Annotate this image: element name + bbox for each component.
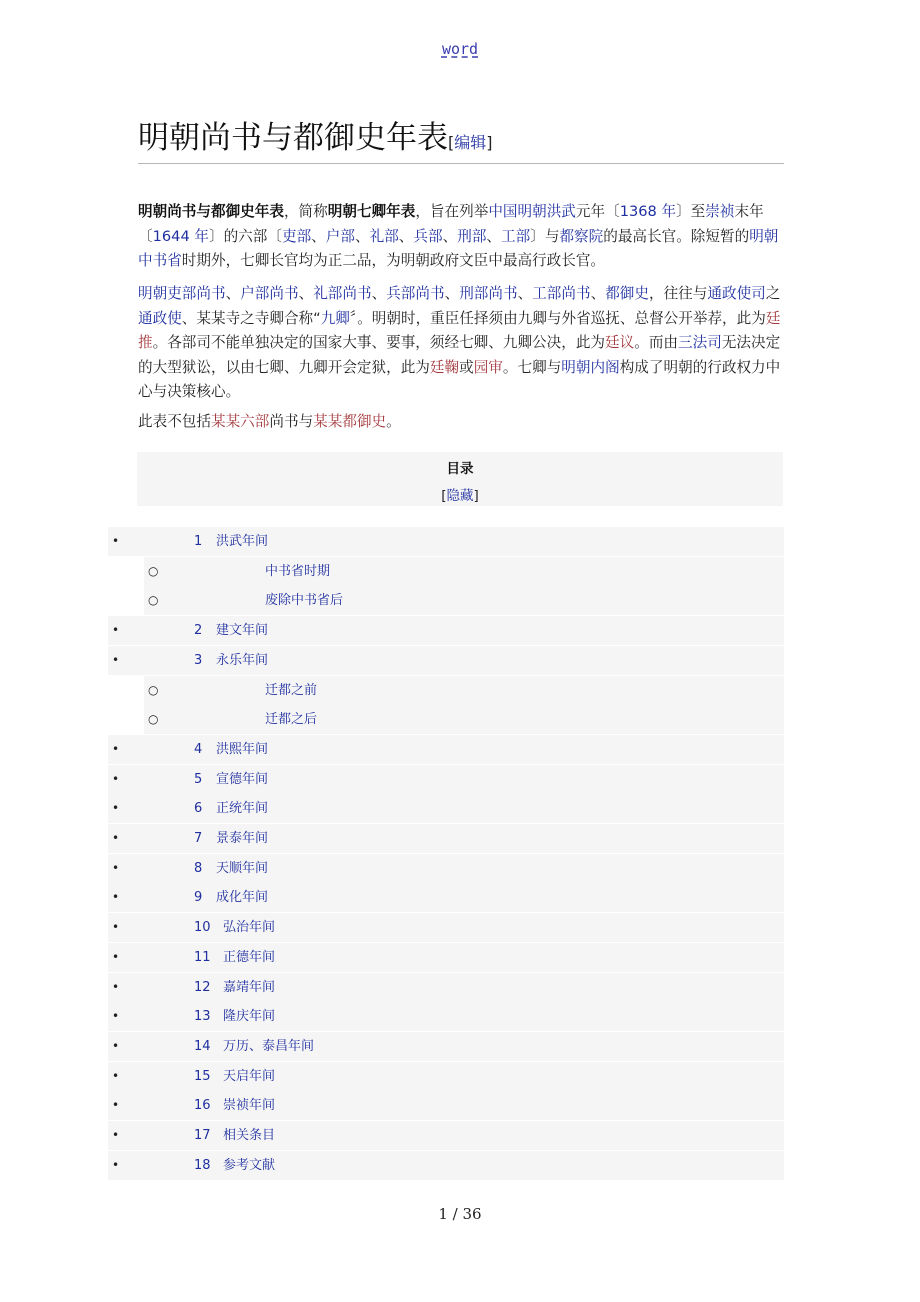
paragraph-text: 构成了明朝的行政权力中心与决策核心。 — [138, 358, 781, 400]
inline-link[interactable]: 1644 年 — [152, 227, 209, 245]
toc-row-background — [108, 616, 784, 645]
toc-number: 5 — [194, 771, 203, 787]
toc-item[interactable] — [108, 616, 784, 645]
toc-hide-link[interactable]: 隐藏 — [446, 488, 474, 504]
paragraph-text: 、 — [442, 227, 458, 245]
paragraph-text: 、 — [354, 227, 370, 245]
bullet-icon: • — [112, 1038, 120, 1053]
paragraph-text: 之 — [765, 285, 781, 302]
inline-link[interactable]: 三法司 — [678, 334, 722, 351]
toc-row-background — [144, 557, 784, 586]
paragraph-text: 〕的六部〔 — [208, 227, 282, 245]
toc-number: 12 — [194, 979, 211, 995]
paragraph-text: 此表不包括 — [138, 413, 211, 430]
bullet-icon: • — [112, 1068, 120, 1083]
paragraph-text: 、 — [486, 227, 502, 245]
edit-bracket-close: ] — [486, 133, 493, 152]
paragraph-text: 时期外，七卿长官均为正二品，为明朝政府文臣中最高行政长官。 — [181, 252, 606, 269]
inline-link[interactable]: 兵部尚书 — [386, 285, 445, 302]
inline-link[interactable]: 户部尚书 — [240, 285, 299, 302]
inline-link[interactable]: 礼部 — [369, 227, 399, 245]
toc-link[interactable]: 万历、泰昌年间 — [223, 1038, 315, 1054]
toc-link[interactable]: 嘉靖年间 — [223, 979, 276, 995]
paragraph-text: 、 — [311, 227, 326, 245]
toc-number: 11 — [194, 949, 211, 965]
paragraph-text: 、 — [517, 285, 533, 302]
bullet-icon: • — [112, 801, 120, 816]
paragraph-text: 。 — [386, 413, 401, 430]
inline-link[interactable]: 九卿 — [320, 309, 350, 327]
inline-link[interactable]: 崇祯 — [705, 203, 735, 220]
paragraph-text: 。各部司不能单独决定的国家大事、要事，须经七卿、九卿公决，此为 — [152, 334, 606, 351]
toc-row-background — [108, 794, 784, 823]
toc-row-background — [108, 735, 784, 764]
toc-item[interactable] — [108, 1091, 784, 1120]
toc-link[interactable]: 洪熙年间 — [216, 741, 269, 757]
exclusion-paragraph — [138, 410, 784, 435]
toc-row-background — [108, 646, 784, 675]
toc-item[interactable] — [108, 824, 784, 853]
inline-link[interactable]: 中国明朝洪武 — [488, 203, 576, 220]
inline-link[interactable]: 通政使 — [138, 309, 182, 327]
bullet-icon: • — [112, 920, 120, 935]
bullet-icon: • — [112, 860, 120, 875]
bullet-icon: • — [112, 1009, 120, 1024]
toc-number: 8 — [194, 860, 203, 876]
paragraph-text: 、 — [590, 285, 606, 302]
toc-link[interactable]: 洪武年间 — [216, 534, 269, 549]
toc-subitem[interactable] — [108, 705, 784, 734]
bullet-icon: • — [112, 979, 120, 994]
inline-link[interactable]: 都御史 — [605, 285, 649, 302]
paragraph-text: 或 — [459, 358, 474, 376]
toc-link[interactable]: 正德年间 — [223, 949, 276, 965]
inline-link[interactable]: 兵部 — [413, 227, 443, 245]
missing-page-link[interactable]: 某某六部 — [210, 413, 270, 430]
paragraph-text: 、 — [298, 285, 314, 302]
toc-number: 15 — [194, 1068, 211, 1084]
toc-item[interactable] — [108, 646, 784, 675]
edit-section — [448, 133, 493, 152]
paragraph-text: 。七卿与 — [502, 358, 562, 376]
paragraph-text: 尚书与 — [269, 413, 314, 430]
toc-link[interactable]: 建文年间 — [216, 623, 269, 639]
toc-number: 9 — [194, 890, 203, 906]
paragraph-text: 、 — [225, 285, 241, 302]
toc-number: 2 — [194, 623, 203, 639]
toc-number: 7 — [194, 831, 203, 846]
missing-page-link[interactable]: 某某都御史 — [313, 413, 387, 430]
toc-toggle — [137, 484, 783, 504]
missing-page-link[interactable]: 园审 — [473, 358, 503, 376]
toc-link[interactable]: 天顺年间 — [216, 860, 269, 876]
paragraph-text: 〕至 — [676, 203, 706, 220]
toc-item[interactable] — [108, 735, 784, 764]
toc-link[interactable]: 弘治年间 — [223, 920, 276, 936]
intro-paragraph — [138, 200, 784, 274]
toc-link[interactable]: 相关条目 — [223, 1128, 276, 1143]
bullet-icon: • — [112, 623, 120, 638]
paragraph-text: ，往往与 — [648, 285, 708, 302]
bullet-icon: • — [112, 831, 120, 845]
edit-link[interactable]: 编辑 — [454, 133, 487, 152]
toc-item[interactable] — [108, 1032, 784, 1061]
paragraph-text: ，简称 — [283, 203, 328, 220]
toc-link[interactable]: 废除中书省后 — [265, 593, 344, 609]
toc-link[interactable]: 隆庆年间 — [223, 1009, 276, 1025]
paragraph-text: 、 — [444, 285, 460, 302]
toc-row-background — [108, 765, 784, 794]
toc-item[interactable] — [108, 1121, 784, 1150]
toc-link[interactable]: 迁都之后 — [265, 712, 318, 728]
bold-term: 明朝七卿年表 — [327, 203, 416, 220]
toc-row-background — [108, 854, 784, 883]
header-word-link[interactable]: word — [441, 40, 479, 58]
toc-title: 目录 — [446, 461, 474, 477]
toc-item[interactable] — [108, 1151, 784, 1180]
toc-item[interactable] — [108, 883, 784, 912]
toc-row-background — [108, 527, 784, 556]
toc-item[interactable] — [108, 527, 784, 556]
toc-item[interactable] — [108, 943, 784, 972]
bullet-icon: • — [112, 890, 120, 905]
paragraph-text: 末年〔 — [138, 203, 764, 245]
nine-ministers-paragraph — [138, 282, 784, 405]
inline-link[interactable]: 礼部尚书 — [313, 285, 372, 302]
circle-bullet-icon: ○ — [148, 682, 159, 697]
inline-link[interactable]: 明朝中书省 — [138, 227, 779, 269]
toc-item[interactable] — [108, 973, 784, 1002]
inline-link[interactable]: 工部尚书 — [532, 285, 591, 302]
bullet-icon: • — [112, 1098, 120, 1113]
toc-number: 16 — [194, 1098, 211, 1114]
inline-link[interactable]: 明朝内阁 — [561, 358, 620, 376]
toc-link[interactable]: 中书省时期 — [265, 563, 331, 579]
toc-row-background — [144, 705, 784, 734]
missing-page-link[interactable]: 廷鞠 — [429, 358, 460, 376]
bullet-icon: • — [112, 741, 120, 756]
toc-row-background — [144, 676, 784, 705]
paragraph-text: 、某某寺之寺卿合称“ — [181, 309, 321, 327]
bullet-icon: • — [112, 1128, 120, 1142]
toc-toggle-close: ] — [473, 488, 479, 504]
toc-number: 10 — [194, 920, 211, 936]
paragraph-text: 、 — [371, 285, 387, 302]
toc-link[interactable]: 永乐年间 — [216, 652, 269, 668]
toc-row-background — [108, 883, 784, 912]
inline-link[interactable]: 刑部尚书 — [459, 285, 518, 302]
paragraph-text: 无法决定的大型狱讼，以由七卿、九卿开会定狱，此为 — [138, 334, 781, 376]
inline-link[interactable]: 吏部 — [281, 227, 312, 245]
circle-bullet-icon: ○ — [148, 593, 159, 608]
inline-link[interactable]: 户部 — [325, 227, 355, 245]
paragraph-text: 的最高长官。除短暂的 — [603, 227, 750, 245]
toc-link[interactable]: 迁都之前 — [265, 682, 318, 698]
toc-item[interactable] — [108, 794, 784, 823]
bullet-icon: • — [112, 949, 120, 964]
bullet-icon: • — [112, 534, 120, 548]
circle-bullet-icon: ○ — [148, 712, 159, 727]
bullet-icon: • — [112, 771, 120, 786]
toc-link[interactable]: 天启年间 — [223, 1068, 276, 1084]
toc-item[interactable] — [108, 1002, 784, 1031]
toc-item[interactable] — [108, 765, 784, 794]
toc-link[interactable]: 成化年间 — [216, 890, 269, 906]
toc-row-background — [108, 824, 784, 853]
paragraph-text: 。而由 — [634, 334, 679, 351]
toc-number: 18 — [194, 1157, 211, 1173]
toc-number: 6 — [194, 801, 203, 817]
toc-number: 4 — [194, 741, 203, 757]
circle-bullet-icon: ○ — [148, 563, 159, 578]
paragraph-text: 、 — [398, 227, 414, 245]
inline-link[interactable]: 明朝吏部尚书 — [138, 285, 226, 302]
inline-link[interactable]: 工部 — [501, 227, 531, 245]
toc-subitem[interactable] — [108, 586, 784, 615]
missing-page-link[interactable]: 廷议 — [605, 334, 635, 351]
toc-link[interactable]: 正统年间 — [216, 801, 269, 817]
inline-link[interactable]: 1368 年 — [619, 203, 677, 220]
toc-list — [108, 527, 784, 1177]
toc-subitem[interactable] — [108, 676, 784, 705]
toc-toggle-open: [ — [441, 488, 447, 504]
page-title: 明朝尚书与都御史年表 — [138, 120, 448, 156]
paragraph-text: 〕与 — [530, 227, 560, 245]
toc-link[interactable]: 宣德年间 — [216, 771, 269, 787]
inline-link[interactable]: 通政使司 — [707, 285, 766, 302]
paragraph-text: ，旨在列举 — [415, 203, 489, 220]
bold-term: 明朝尚书与都御史年表 — [138, 203, 284, 220]
paragraph-text: 元年〔 — [575, 203, 620, 220]
bullet-icon: • — [112, 1157, 120, 1172]
toc-link[interactable]: 参考文献 — [223, 1157, 276, 1173]
edit-bracket-open: [ — [448, 133, 455, 152]
paragraph-text: 〞。明朝时，重臣任择须由九卿与外省巡抚、总督公开举荐，此为 — [349, 309, 766, 327]
missing-page-link[interactable]: 廷推 — [138, 309, 781, 351]
toc-link[interactable]: 崇祯年间 — [223, 1098, 276, 1114]
inline-link[interactable]: 刑部 — [457, 227, 487, 245]
toc-number: 14 — [194, 1038, 211, 1054]
toc-subitem[interactable] — [108, 557, 784, 586]
bullet-icon: • — [112, 652, 120, 667]
page-number: 1 / 36 — [438, 1205, 482, 1223]
toc-number: 1 — [194, 534, 203, 549]
inline-link[interactable]: 都察院 — [559, 227, 604, 245]
toc-item[interactable] — [108, 913, 784, 942]
toc-number: 13 — [194, 1009, 211, 1025]
toc-link[interactable]: 景泰年间 — [216, 831, 269, 846]
toc-number: 17 — [194, 1128, 211, 1143]
toc-item[interactable] — [108, 1062, 784, 1091]
toc-row-background — [144, 586, 784, 615]
toc-header — [137, 452, 783, 506]
title-block — [138, 112, 784, 164]
toc-item[interactable] — [108, 854, 784, 883]
toc-number: 3 — [194, 652, 203, 668]
